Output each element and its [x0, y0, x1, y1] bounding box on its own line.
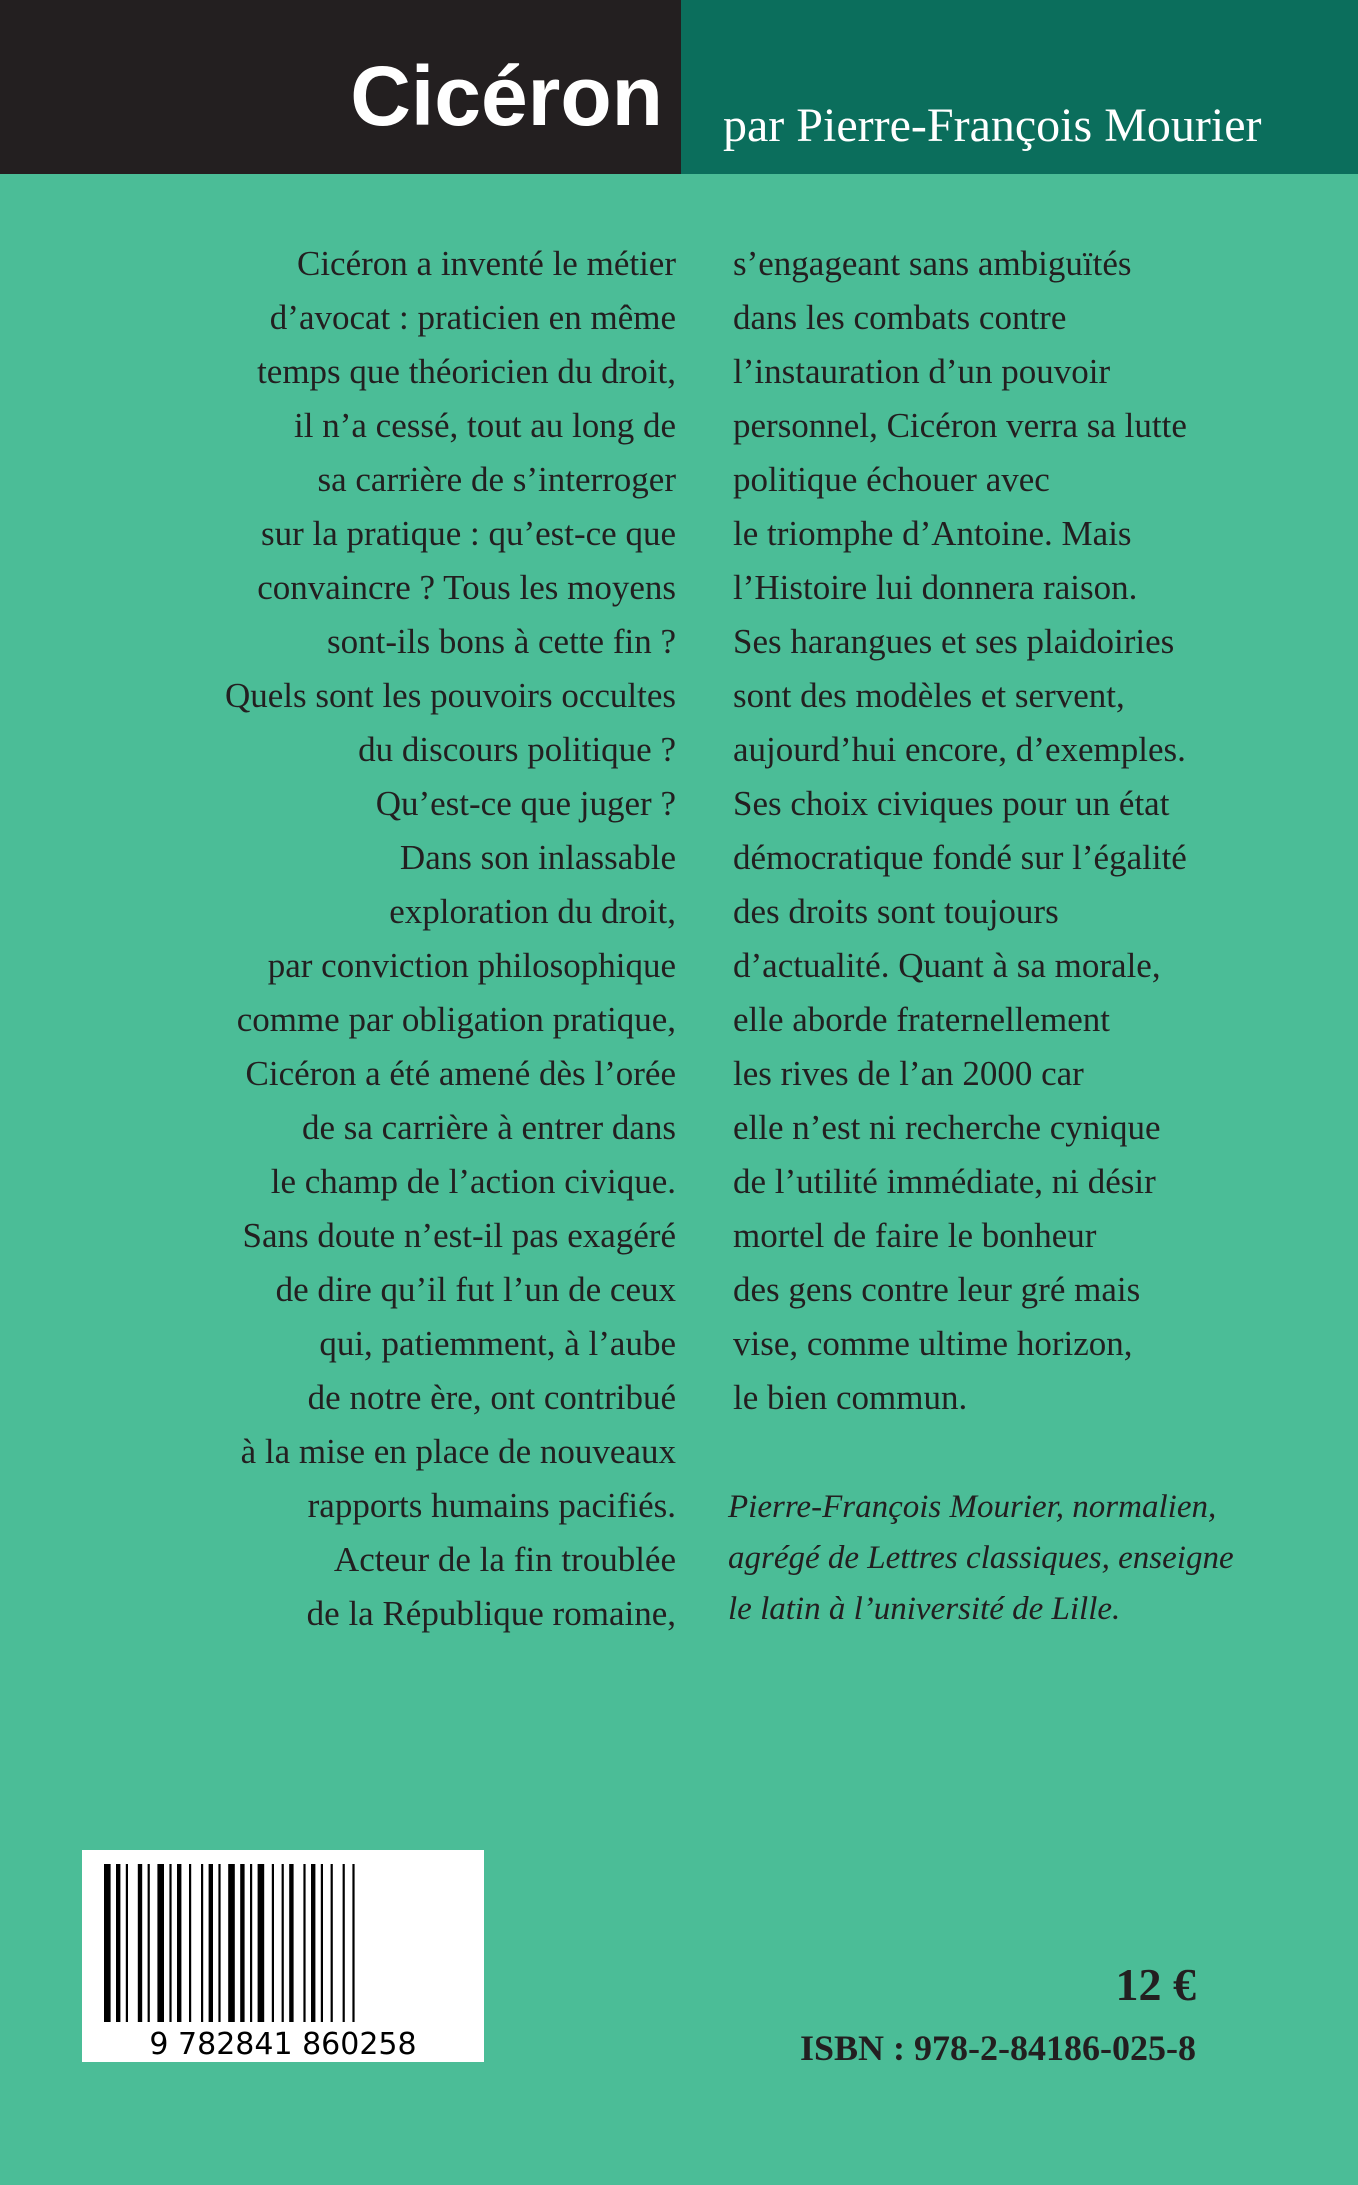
barcode-bar	[138, 1864, 142, 2022]
barcode-bar	[343, 1864, 345, 2022]
blurb-line: le triomphe d’Antoine. Mais	[733, 514, 1132, 553]
blurb-line: Cicéron a été amené dès l’orée	[245, 1054, 676, 1093]
barcode-bar	[250, 1864, 252, 2022]
barcode-bar	[148, 1864, 150, 2022]
blurb-line: convaincre ? Tous les moyens	[257, 568, 676, 607]
blurb-line: des gens contre leur gré mais	[733, 1270, 1141, 1309]
barcode-bar	[209, 1864, 213, 2022]
blurb-line: à la mise en place de nouveaux	[240, 1432, 676, 1471]
book-title: Cicéron	[350, 49, 663, 143]
barcode-digits: 9 782841 860258	[149, 2027, 417, 2062]
barcode-bar	[169, 1864, 171, 2022]
blurb-line: Cicéron a inventé le métier	[296, 244, 676, 283]
price: 12 €	[1115, 1959, 1196, 2010]
blurb-line: vise, comme ultime horizon,	[733, 1324, 1133, 1363]
barcode-bar	[157, 1864, 164, 2022]
blurb-line: temps que théoricien du droit,	[257, 352, 676, 391]
blurb-line: mortel de faire le bonheur	[733, 1216, 1097, 1255]
barcode-graphic	[82, 1850, 484, 2062]
barcode-bar	[126, 1864, 128, 2022]
barcode-bar	[352, 1864, 354, 2022]
barcode-bar	[116, 1864, 120, 2022]
isbn-number: ISBN : 978-2-84186-025-8	[800, 2028, 1196, 2068]
barcode-bar	[189, 1864, 191, 2022]
blurb-line: qui, patiemment, à l’aube	[319, 1324, 676, 1363]
blurb-line: Sans doute n’est-il pas exagéré	[242, 1216, 676, 1255]
blurb-line: dans les combats contre	[733, 298, 1067, 337]
isbn-barcode	[82, 1850, 484, 2062]
blurb-line: elle aborde fraternellement	[733, 1000, 1111, 1039]
blurb-line: s’engageant sans ambiguïtés	[733, 244, 1132, 283]
blurb-line: comme par obligation pratique,	[236, 1000, 676, 1039]
book-author: par Pierre-François Mourier	[723, 99, 1262, 152]
blurb-line: personnel, Cicéron verra sa lutte	[733, 406, 1187, 445]
header-author-panel	[681, 0, 1358, 174]
blurb-line: sa carrière de s’interroger	[317, 460, 676, 499]
bio-line: le latin à l’université de Lille.	[728, 1591, 1121, 1627]
barcode-bar	[331, 1864, 333, 2022]
barcode-bar	[228, 1864, 235, 2022]
blurb-line: des droits sont toujours	[733, 892, 1059, 931]
barcode-bar	[240, 1864, 244, 2022]
barcode-bar	[321, 1864, 323, 2022]
blurb-line: d’actualité. Quant à sa morale,	[733, 946, 1161, 985]
blurb-line: le bien commun.	[733, 1378, 968, 1417]
barcode-bar	[272, 1864, 274, 2022]
barcode-bar	[282, 1864, 284, 2022]
barcode-bar	[311, 1864, 315, 2022]
blurb-line: les rives de l’an 2000 car	[733, 1054, 1084, 1093]
blurb-line: l’instauration d’un pouvoir	[733, 352, 1111, 391]
blurb-line: Acteur de la fin troublée	[333, 1540, 676, 1579]
bio-line: Pierre-François Mourier, normalien,	[728, 1489, 1217, 1525]
blurb-line: elle n’est ni recherche cynique	[733, 1108, 1161, 1147]
blurb-line: sont-ils bons à cette fin ?	[327, 622, 676, 661]
blurb-line: Ses harangues et ses plaidoiries	[733, 622, 1175, 661]
blurb-line: de la République romaine,	[306, 1594, 676, 1633]
bio-line: agrégé de Lettres classiques, enseigne	[728, 1540, 1234, 1576]
blurb-line: le champ de l’action civique.	[270, 1162, 676, 1201]
blurb-line: aujourd’hui encore, d’exemples.	[733, 730, 1186, 769]
blurb-line: Ses choix civiques pour un état	[733, 784, 1170, 823]
barcode-bar	[258, 1864, 265, 2022]
barcode-bar	[104, 1864, 111, 2022]
blurb-line: exploration du droit,	[389, 892, 676, 931]
blurb-line: de notre ère, ont contribué	[307, 1378, 676, 1417]
blurb-line: de dire qu’il fut l’un de ceux	[275, 1270, 676, 1309]
blurb-line: politique échouer avec	[733, 460, 1050, 499]
barcode-bar	[218, 1864, 220, 2022]
blurb-line: rapports humains pacifiés.	[307, 1486, 676, 1525]
blurb-line: de l’utilité immédiate, ni désir	[733, 1162, 1156, 1201]
blurb-line: il n’a cessé, tout au long de	[294, 406, 676, 445]
blurb-right-column	[733, 237, 1187, 1425]
barcode-bar	[201, 1864, 203, 2022]
blurb-line: par conviction philosophique	[267, 946, 676, 985]
blurb-line: l’Histoire lui donnera raison.	[733, 568, 1138, 607]
barcode-bar	[177, 1864, 181, 2022]
blurb-line: sont des modèles et servent,	[733, 676, 1125, 715]
blurb-line: Dans son inlassable	[399, 838, 676, 877]
barcode-bar	[289, 1864, 293, 2022]
blurb-line: sur la pratique : qu’est-ce que	[261, 514, 676, 553]
blurb-line: de sa carrière à entrer dans	[301, 1108, 676, 1147]
blurb-line: démocratique fondé sur l’égalité	[733, 838, 1187, 877]
author-bio	[728, 1482, 1234, 1635]
blurb-line: du discours politique ?	[358, 730, 676, 769]
barcode-bar	[303, 1864, 305, 2022]
blurb-line: Qu’est-ce que juger ?	[375, 784, 676, 823]
header-title-panel	[0, 0, 681, 174]
blurb-left-column	[225, 237, 676, 1641]
blurb-line: d’avocat : praticien en même	[269, 298, 676, 337]
blurb-line: Quels sont les pouvoirs occultes	[224, 676, 676, 715]
